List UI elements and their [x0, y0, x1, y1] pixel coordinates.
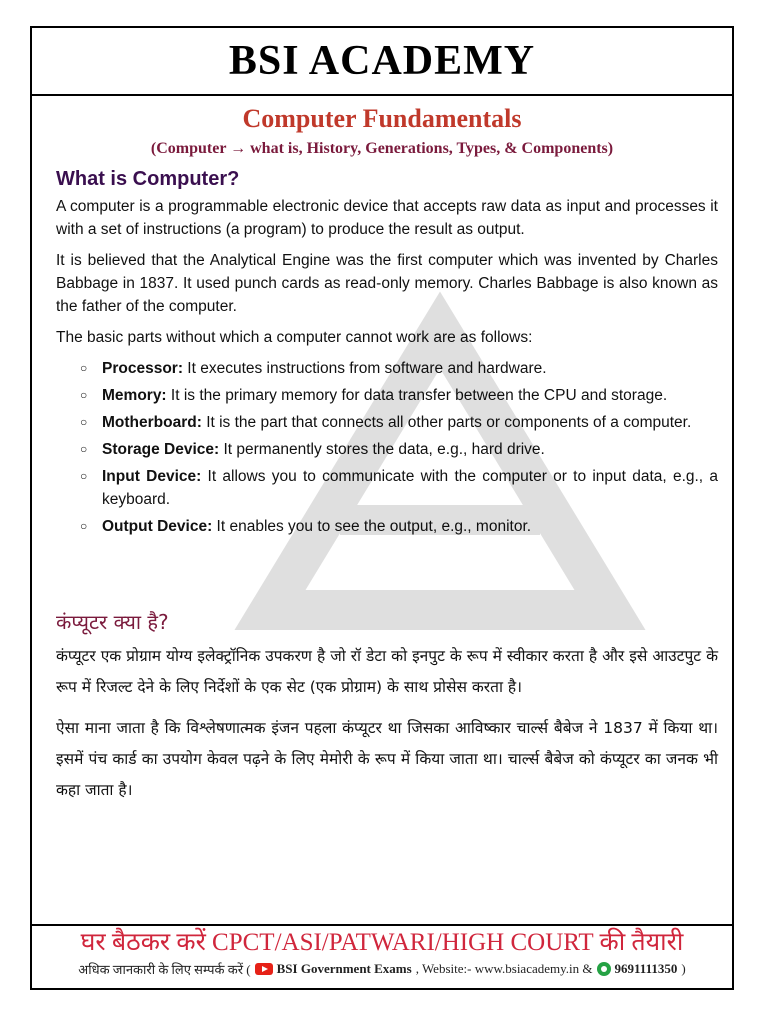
- subject-subtitle: (Computer → what is, History, Generations, Types, & Components): [150, 140, 614, 157]
- channel-name: BSI Government Exams: [276, 961, 412, 976]
- list-item: ○ Motherboard: It is the part that connects all other parts or components of a computer.: [78, 411, 718, 434]
- bullet-icon: ○: [80, 388, 88, 402]
- english-para-3: The basic parts without which a computer cannot work are as follows:: [56, 329, 533, 346]
- bullet-icon: ○: [80, 519, 88, 533]
- bullet-icon: ○: [80, 469, 88, 483]
- brand-title: BSI ACADEMY: [228, 38, 536, 84]
- subject-title: Computer Fundamentals: [242, 104, 522, 133]
- phone-number: 9691111350: [614, 961, 678, 976]
- english-heading: What is Computer?: [56, 168, 240, 190]
- list-item: ○ Output Device: It enables you to see the output, e.g., monitor.: [78, 515, 718, 538]
- header: [32, 28, 732, 96]
- bullet-icon: ○: [80, 442, 88, 456]
- list-item: ○ Storage Device: It permanently stores the data, e.g., hard drive.: [78, 438, 718, 461]
- hindi-para-1: कंप्यूटर एक प्रोग्राम योग्य इलेक्ट्रॉनिक उपकरण है जो रॉ डेटा को इनपुट के रूप में स्वीकार करता है और इसे आउटपुट के रूप में रिजल्ट देने के लिए निर्देशों के एक सेट (एक प्रोग्राम) के साथ प्रोसेस करता है।: [56, 647, 718, 696]
- list-item: ○ Input Device: It allows you to communicate with the computer or to input data, e.g., a keyboard.: [78, 465, 718, 511]
- english-para-2: It is believed that the Analytical Engine was the first computer which was invented by Charles Babbage in 1837. It used punch cards as read-only memory. Charles Babbage is also known as the father of the computer.: [56, 252, 718, 315]
- english-para-1: A computer is a programmable electronic device that accepts raw data as input and processes it with a set of instructions (a program) to produce the result as output.: [56, 198, 718, 238]
- contact-line: अधिक जानकारी के लिए सम्पर्क करें ( BSI Government Exams , Website:- www.bsiacademy.in & 9691111350 ): [78, 961, 686, 977]
- youtube-icon: [255, 963, 273, 975]
- hindi-para-2: ऐसा माना जाता है कि विश्लेषणात्मक इंजन पहला कंप्यूटर था जिसका आविष्कार चार्ल्स बैबेज ने 1837 में किया था। इसमें पंच कार्ड का उपयोग केवल पढ़ने के लिए मेमोरी के रूप में किया जाता था। चार्ल्स बैबेज को कंप्यूटर का जनक भी कहा जाता है।: [56, 719, 718, 799]
- promo-banner: घर बैठकर करें CPCT/ASI/PATWARI/HIGH COURT की तैयारी: [80, 929, 684, 956]
- list-item: ○ Memory: It is the primary memory for data transfer between the CPU and storage.: [78, 384, 718, 407]
- bullet-icon: ○: [80, 415, 88, 429]
- hindi-heading: कंप्यूटर क्या है?: [56, 610, 169, 634]
- bullet-icon: ○: [80, 361, 88, 375]
- website-text: , Website:- www.bsiacademy.in &: [415, 961, 593, 976]
- footer: [32, 924, 732, 988]
- content: [32, 168, 732, 806]
- parts-list: [56, 357, 718, 538]
- whatsapp-icon: [597, 962, 611, 976]
- page-frame: [30, 26, 734, 990]
- list-item: ○ Processor: It executes instructions from software and hardware.: [78, 357, 718, 380]
